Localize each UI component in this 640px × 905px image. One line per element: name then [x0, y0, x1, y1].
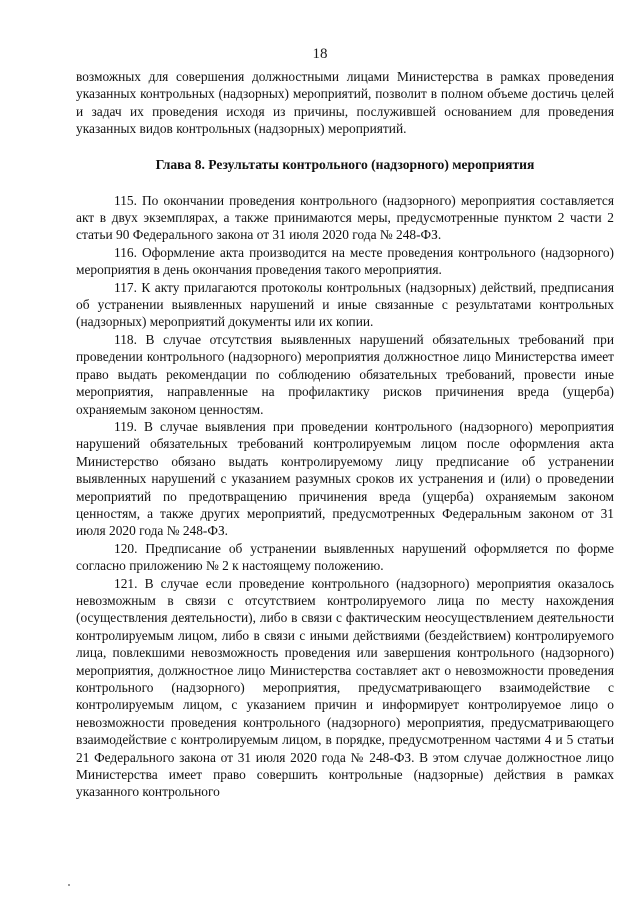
paragraph-115: 115. По окончании проведения контрольного (надзорного) мероприятия составляется акт в двух экземплярах, а также принимаются меры, предусмотренные пунктом 2 части 2 статьи 90 Федерального закона от 31 июля 2020 года № 248-ФЗ. — [76, 192, 614, 243]
paragraph-121: 121. В случае если проведение контрольного (надзорного) мероприятия оказалось невозможным в связи с отсутствием контролируемого лица по месту нахождения (осуществления деятельности), либо в связи с фактическим неосуществлением деятельности контролируемым лицом, либо в связи с иными действиями (бездействием) контролируемого лица, повлекшими невозможность проведения или завершения контрольного (надзорного) мероприятия, должностное лицо Министерства составляет акт о невозможности проведения контрольного (надзорного) мероприятия, предусматривающего взаимодействие с контролируемым лицом, с указанием причин и информирует контролируемое лицо о невозможности проведения контрольного (надзорного) мероприятия, предусматривающего взаимодействие с контролируемым лицом, в порядке, предусмотренном частями 4 и 5 статьи 21 Федерального закона от 31 июля 2020 года № 248-ФЗ. В этом случае должностное лицо Министерства имеет право совершить контрольные (надзорные) действия в рамках указанного контрольного — [76, 575, 614, 800]
paragraph-120: 120. Предписание об устранении выявленных нарушений оформляется по форме согласно приложению № 2 к настоящему положению. — [76, 540, 614, 574]
paragraph-118: 118. В случае отсутствия выявленных нарушений обязательных требований при проведении контрольного (надзорного) мероприятия должностное лицо Министерства имеет право выдать рекомендации по соблюдению обязательных требований, провести иные мероприятия, направленные на профилактику рисков причинения вреда (ущерба) охраняемым законом ценностям. — [76, 331, 614, 417]
paragraph-119: 119. В случае выявления при проведении контрольного (надзорного) мероприятия нарушений обязательных требований контролируемым лицом после оформления акта Министерство обязано выдать контролируемому лицу предписание об устранении выявленных нарушений с указанием разумных сроков их устранения и (или) о проведении мероприятий по предотвращению причинения вреда (ущерба) охраняемым законом ценностям, а также других мероприятий, предусмотренных Федеральным законом от 31 июля 2020 года № 248-ФЗ. — [76, 418, 614, 539]
paragraph-116: 116. Оформление акта производится на месте проведения контрольного (надзорного) мероприятия в день окончания проведения такого мероприятия. — [76, 244, 614, 278]
page-number: 18 — [312, 46, 328, 62]
chapter-heading: Глава 8. Результаты контрольного (надзорного) мероприятия — [155, 156, 535, 172]
scan-speck — [68, 884, 70, 886]
document-body — [76, 68, 614, 801]
paragraph-117: 117. К акту прилагаются протоколы контрольных (надзорных) действий, предписания об устранении выявленных нарушений и иные связанные с результатами контрольных (надзорных) мероприятий документы или их копии. — [76, 279, 614, 330]
continuation-paragraph: возможных для совершения должностными лицами Министерства в рамках проведения указанных контрольных (надзорных) мероприятий, позволит в полном объеме достичь целей и задач их проведения исходя из причины, послужившей основанием для проведения указанных видов контрольных (надзорных) мероприятий. — [76, 69, 614, 137]
